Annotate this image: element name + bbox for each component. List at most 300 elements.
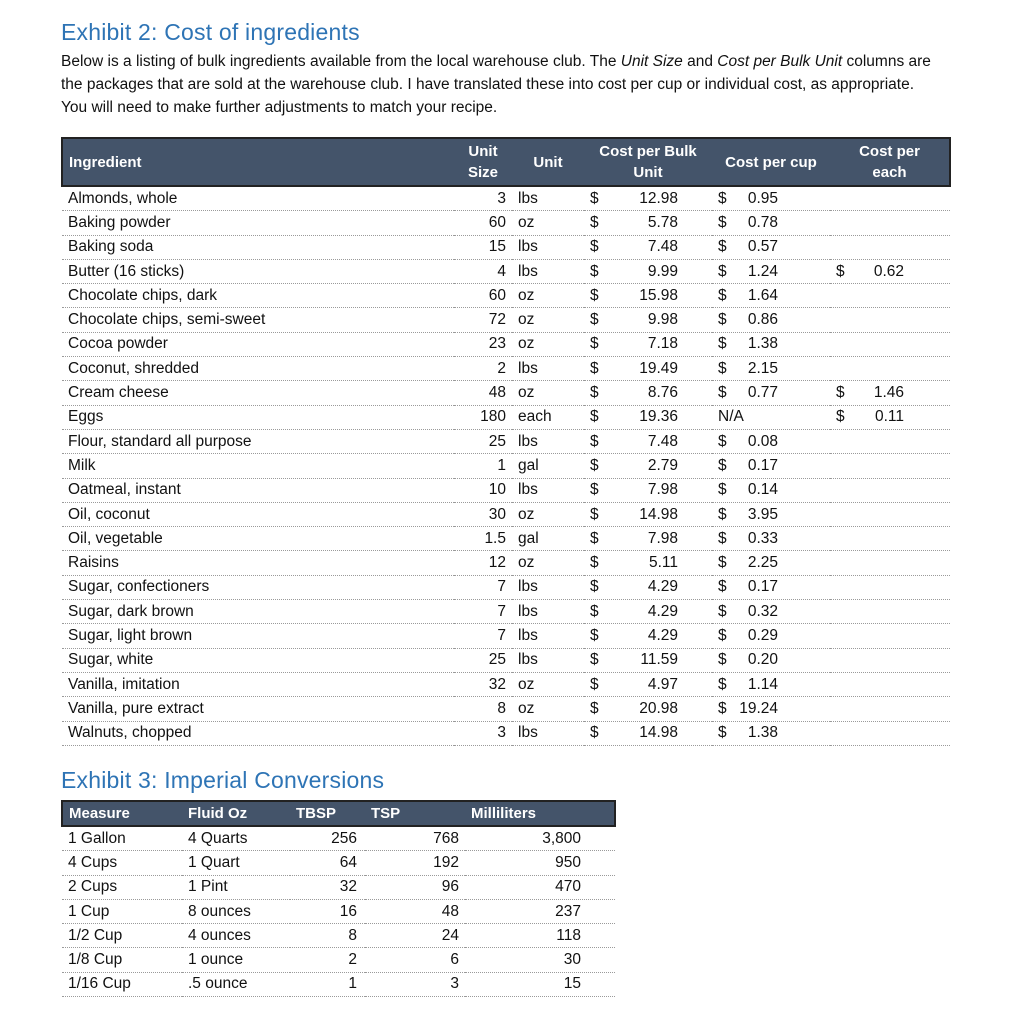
ingredient-name: Chocolate chips, semi-sweet: [62, 308, 454, 332]
cost-bulk-value: 7.48: [647, 432, 678, 450]
unit-size: 7: [454, 600, 512, 624]
cost-cup: [712, 405, 830, 429]
cost-cup: [712, 721, 830, 745]
cost-bulk-value: 9.98: [647, 311, 678, 329]
currency-sign: $: [590, 262, 599, 280]
ingredient-name: Vanilla, pure extract: [62, 697, 454, 721]
currency-sign: $: [718, 481, 727, 499]
unit-size: 7: [454, 575, 512, 599]
cost-bulk-value: 7.48: [647, 238, 678, 256]
cost-bulk-value: 7.98: [647, 481, 678, 499]
ingredients-header-row: [62, 138, 950, 186]
ingredient-name: Almonds, whole: [62, 186, 454, 211]
table-row: [62, 527, 950, 551]
exhibit2-intro: Below is a listing of bulk ingredients available from the local warehouse club. The Unit Size and Cost per Bulk Unit columns are the packages that are sold at the warehouse club. I have translated these into cost per cup or individual cost, as appropriate. You will need to make further adjustments to match your recipe.: [61, 53, 931, 116]
cost-each: [830, 405, 950, 429]
conversions-cell: 470: [465, 875, 615, 899]
unit-size: 1.5: [454, 527, 512, 551]
unit: each: [512, 405, 584, 429]
currency-sign: $: [718, 602, 727, 620]
cost-each: [830, 308, 950, 332]
currency-sign: $: [590, 675, 599, 693]
currency-sign: $: [836, 262, 845, 280]
cost-cup-value: 1.24: [747, 262, 778, 280]
ingredient-name: Baking powder: [62, 211, 454, 235]
currency-sign: $: [590, 651, 599, 669]
cost-cup-value: 0.95: [747, 189, 778, 207]
unit-size: 1: [454, 454, 512, 478]
unit-size: 180: [454, 405, 512, 429]
currency-sign: $: [718, 189, 727, 207]
cost-bulk-value: 4.29: [647, 602, 678, 620]
cost-bulk: [584, 575, 712, 599]
unit: gal: [512, 527, 584, 551]
unit-size: 60: [454, 211, 512, 235]
table-row: [62, 284, 950, 308]
conversions-cell: 64: [290, 851, 365, 875]
conversions-cell: 1 Gallon: [62, 826, 182, 851]
conversions-cell: 2: [290, 948, 365, 972]
table-row: [62, 972, 615, 996]
table-row: [62, 875, 615, 899]
unit-size: 25: [454, 429, 512, 453]
cost-cup-value: 0.86: [747, 311, 778, 329]
ingredient-name: Cocoa powder: [62, 332, 454, 356]
cost-bulk-value: 9.99: [647, 262, 678, 280]
cost-bulk-value: 19.49: [639, 359, 678, 377]
cost-bulk-value: 4.29: [647, 578, 678, 596]
unit-size: 3: [454, 186, 512, 211]
conversions-header-row: [62, 801, 615, 826]
cost-cup: [712, 527, 830, 551]
cost-bulk-value: 4.29: [647, 626, 678, 644]
unit-size: 48: [454, 381, 512, 405]
conversions-cell: 950: [465, 851, 615, 875]
cost-bulk: [584, 405, 712, 429]
cost-each: [830, 527, 950, 551]
currency-sign: $: [590, 238, 599, 256]
currency-sign: $: [590, 578, 599, 596]
conversions-header-cell: Milliliters: [471, 805, 537, 822]
currency-sign: $: [590, 481, 599, 499]
cost-bulk-value: 2.79: [647, 456, 678, 474]
currency-sign: $: [590, 699, 599, 717]
ingredient-name: Sugar, confectioners: [62, 575, 454, 599]
unit: lbs: [512, 186, 584, 211]
currency-sign: $: [718, 529, 727, 547]
table-row: [62, 332, 950, 356]
unit: oz: [512, 308, 584, 332]
currency-sign: $: [836, 408, 845, 426]
conversions-cell: 30: [465, 948, 615, 972]
currency-sign: $: [590, 505, 599, 523]
currency-sign: $: [718, 286, 727, 304]
table-row: [62, 948, 615, 972]
unit: oz: [512, 284, 584, 308]
cost-cup-value: 2.25: [747, 554, 778, 572]
cost-bulk: [584, 600, 712, 624]
ingredient-name: Eggs: [62, 405, 454, 429]
table-row: [62, 551, 950, 575]
table-row: [62, 211, 950, 235]
table-row: [62, 672, 950, 696]
conversions-cell: .5 ounce: [182, 972, 290, 996]
currency-sign: $: [718, 554, 727, 572]
cost-each: [830, 721, 950, 745]
cost-bulk: [584, 429, 712, 453]
ingredient-name: Oil, coconut: [62, 502, 454, 526]
table-row: [62, 381, 950, 405]
cost-bulk: [584, 332, 712, 356]
unit: lbs: [512, 575, 584, 599]
cost-cup-value: 0.14: [747, 481, 778, 499]
cost-each: [830, 575, 950, 599]
unit: oz: [512, 332, 584, 356]
cost-cup: [712, 672, 830, 696]
header-cost-cup: Cost per cup: [725, 153, 817, 171]
unit: oz: [512, 672, 584, 696]
ingredient-name: Milk: [62, 454, 454, 478]
cost-bulk: [584, 211, 712, 235]
conversions-cell: 237: [465, 899, 615, 923]
cost-cup: [712, 478, 830, 502]
conversions-cell: 8 ounces: [182, 899, 290, 923]
cost-each: [830, 600, 950, 624]
cost-cup-value: 3.95: [747, 505, 778, 523]
currency-sign: $: [718, 335, 727, 353]
table-row: [62, 648, 950, 672]
cost-cup-value: 0.33: [747, 529, 778, 547]
cost-each: [830, 697, 950, 721]
unit-size: 3: [454, 721, 512, 745]
cost-cup: [712, 502, 830, 526]
conversions-cell: 96: [365, 875, 465, 899]
cost-cup: [712, 332, 830, 356]
unit: lbs: [512, 429, 584, 453]
cost-each: [830, 502, 950, 526]
currency-sign: $: [718, 359, 727, 377]
cost-each: [830, 186, 950, 211]
conversions-cell: 256: [290, 826, 365, 851]
currency-sign: $: [590, 286, 599, 304]
currency-sign: $: [590, 432, 599, 450]
table-row: [62, 259, 950, 283]
cost-cup-value: 0.17: [747, 578, 778, 596]
unit: lbs: [512, 259, 584, 283]
unit: lbs: [512, 478, 584, 502]
cost-bulk: [584, 478, 712, 502]
conversions-cell: 1/2 Cup: [62, 924, 182, 948]
conversions-header-cell: TSP: [371, 805, 401, 822]
header-ingredient: Ingredient: [69, 153, 142, 171]
ingredient-name: Sugar, light brown: [62, 624, 454, 648]
conversions-cell: 1 Pint: [182, 875, 290, 899]
currency-sign: $: [590, 554, 599, 572]
unit: gal: [512, 454, 584, 478]
unit: lbs: [512, 357, 584, 381]
cost-cup-value: N/A: [718, 408, 744, 426]
cost-cup-value: 0.29: [747, 626, 778, 644]
cost-cup-value: 0.08: [747, 432, 778, 450]
header-unit-size: Unit Size: [467, 143, 498, 181]
conversions-cell: 3,800: [465, 826, 615, 851]
cost-cup: [712, 357, 830, 381]
exhibit2-title: Exhibit 2: Cost of ingredients: [61, 19, 360, 45]
unit: oz: [512, 697, 584, 721]
conversions-cell: 3: [365, 972, 465, 996]
currency-sign: $: [590, 384, 599, 402]
unit-size: 7: [454, 624, 512, 648]
unit-size: 2: [454, 357, 512, 381]
unit: lbs: [512, 600, 584, 624]
table-row: [62, 405, 950, 429]
cost-cup: [712, 259, 830, 283]
ingredient-name: Sugar, dark brown: [62, 600, 454, 624]
currency-sign: $: [718, 238, 727, 256]
cost-cup-value: 0.17: [747, 456, 778, 474]
unit: oz: [512, 502, 584, 526]
cost-each: [830, 284, 950, 308]
cost-cup: [712, 381, 830, 405]
cost-bulk: [584, 259, 712, 283]
ingredient-name: Chocolate chips, dark: [62, 284, 454, 308]
cost-bulk-value: 7.98: [647, 529, 678, 547]
cost-each: [830, 211, 950, 235]
cost-bulk: [584, 551, 712, 575]
conversions-cell: 4 Cups: [62, 851, 182, 875]
currency-sign: $: [590, 311, 599, 329]
cost-cup-value: 0.32: [747, 602, 778, 620]
cost-cup: [712, 600, 830, 624]
cost-bulk: [584, 284, 712, 308]
cost-cup: [712, 211, 830, 235]
unit: oz: [512, 551, 584, 575]
ingredient-name: Flour, standard all purpose: [62, 429, 454, 453]
conversions-cell: 1/8 Cup: [62, 948, 182, 972]
cost-cup-value: 1.14: [747, 675, 778, 693]
currency-sign: $: [590, 359, 599, 377]
ingredient-name: Oil, vegetable: [62, 527, 454, 551]
cost-each: [830, 429, 950, 453]
unit-size: 12: [454, 551, 512, 575]
currency-sign: $: [590, 626, 599, 644]
ingredient-name: Coconut, shredded: [62, 357, 454, 381]
table-row: [62, 429, 950, 453]
table-row: [62, 600, 950, 624]
currency-sign: $: [718, 699, 727, 717]
cost-bulk: [584, 697, 712, 721]
conversions-header-cell: TBSP: [296, 805, 337, 822]
cost-cup: [712, 551, 830, 575]
currency-sign: $: [590, 529, 599, 547]
table-row: [62, 721, 950, 745]
unit-size: 32: [454, 672, 512, 696]
unit-size: 60: [454, 284, 512, 308]
currency-sign: $: [718, 456, 727, 474]
ingredient-name: Sugar, white: [62, 648, 454, 672]
unit: lbs: [512, 721, 584, 745]
table-row: [62, 624, 950, 648]
unit-size: 25: [454, 648, 512, 672]
cost-cup-value: 0.77: [747, 384, 778, 402]
unit: lbs: [512, 624, 584, 648]
currency-sign: $: [718, 626, 727, 644]
conversions-cell: 32: [290, 875, 365, 899]
conversions-cell: 1 ounce: [182, 948, 290, 972]
cost-bulk: [584, 648, 712, 672]
currency-sign: $: [590, 408, 599, 426]
cost-cup: [712, 624, 830, 648]
conversions-cell: 8: [290, 924, 365, 948]
ingredient-name: Cream cheese: [62, 381, 454, 405]
currency-sign: $: [718, 432, 727, 450]
unit-size: 4: [454, 259, 512, 283]
conversions-cell: 1/16 Cup: [62, 972, 182, 996]
cost-cup-value: 2.15: [747, 359, 778, 377]
cost-cup: [712, 454, 830, 478]
currency-sign: $: [590, 602, 599, 620]
currency-sign: $: [718, 651, 727, 669]
cost-bulk-value: 4.97: [647, 675, 678, 693]
currency-sign: $: [718, 724, 727, 742]
conversions-cell: 1 Cup: [62, 899, 182, 923]
table-row: [62, 899, 615, 923]
conversions-cell: 4 ounces: [182, 924, 290, 948]
exhibit3-title: Exhibit 3: Imperial Conversions: [61, 767, 385, 793]
conversions-cell: 6: [365, 948, 465, 972]
table-row: [62, 502, 950, 526]
cost-bulk: [584, 672, 712, 696]
cost-each: [830, 551, 950, 575]
conversions-cell: 24: [365, 924, 465, 948]
table-row: [62, 357, 950, 381]
table-row: [62, 575, 950, 599]
conversions-cell: 192: [365, 851, 465, 875]
header-unit: Unit: [533, 153, 563, 171]
unit-size: 30: [454, 502, 512, 526]
cost-bulk: [584, 624, 712, 648]
conversions-cell: 1: [290, 972, 365, 996]
table-row: [62, 826, 615, 851]
header-cost-each: Cost per each: [859, 143, 920, 181]
cost-bulk: [584, 527, 712, 551]
cost-bulk-value: 12.98: [639, 189, 678, 207]
cost-cup-value: 0.57: [747, 238, 778, 256]
header-cost-bulk: Cost per Bulk Unit: [599, 143, 697, 181]
cost-cup-value: 1.38: [747, 724, 778, 742]
cost-cup: [712, 648, 830, 672]
cost-bulk-value: 15.98: [639, 286, 678, 304]
currency-sign: $: [718, 262, 727, 280]
conversions-header-cell: Measure: [69, 805, 130, 822]
currency-sign: $: [718, 505, 727, 523]
cost-bulk: [584, 186, 712, 211]
cost-bulk-value: 20.98: [639, 699, 678, 717]
cost-bulk: [584, 381, 712, 405]
cost-each-value: 0.11: [874, 408, 904, 426]
conversions-table: [61, 800, 616, 997]
unit-size: 8: [454, 697, 512, 721]
cost-bulk: [584, 502, 712, 526]
cost-cup: [712, 308, 830, 332]
cost-bulk: [584, 454, 712, 478]
cost-each: [830, 357, 950, 381]
ingredients-table: [61, 137, 951, 746]
conversions-header-cell: Fluid Oz: [188, 805, 248, 822]
ingredient-name: Baking soda: [62, 235, 454, 259]
ingredient-name: Raisins: [62, 551, 454, 575]
unit-size: 72: [454, 308, 512, 332]
cost-each: [830, 672, 950, 696]
table-row: [62, 697, 950, 721]
ingredient-name: Oatmeal, instant: [62, 478, 454, 502]
unit: oz: [512, 381, 584, 405]
cost-bulk-value: 14.98: [639, 505, 678, 523]
cost-cup-value: 1.38: [747, 335, 778, 353]
currency-sign: $: [718, 213, 727, 231]
cost-each: [830, 381, 950, 405]
cost-each: [830, 235, 950, 259]
cost-bulk-value: 11.59: [640, 651, 678, 669]
currency-sign: $: [836, 384, 845, 402]
currency-sign: $: [590, 456, 599, 474]
cost-bulk-value: 8.76: [647, 384, 678, 402]
cost-each: [830, 332, 950, 356]
table-row: [62, 924, 615, 948]
cost-bulk-value: 19.36: [639, 408, 678, 426]
cost-cup: [712, 429, 830, 453]
cost-bulk: [584, 308, 712, 332]
conversions-cell: 4 Quarts: [182, 826, 290, 851]
cost-bulk: [584, 721, 712, 745]
conversions-cell: 768: [365, 826, 465, 851]
cost-cup: [712, 575, 830, 599]
cost-bulk-value: 5.11: [648, 554, 678, 572]
ingredient-name: Walnuts, chopped: [62, 721, 454, 745]
unit: lbs: [512, 648, 584, 672]
conversions-cell: 1 Quart: [182, 851, 290, 875]
cost-cup: [712, 186, 830, 211]
unit-size: 10: [454, 478, 512, 502]
unit: lbs: [512, 235, 584, 259]
unit-size: 23: [454, 332, 512, 356]
table-row: [62, 308, 950, 332]
cost-each: [830, 259, 950, 283]
table-row: [62, 186, 950, 211]
cost-cup-value: 0.78: [747, 213, 778, 231]
table-row: [62, 851, 615, 875]
cost-each: [830, 454, 950, 478]
unit: oz: [512, 211, 584, 235]
unit-size: 15: [454, 235, 512, 259]
cost-bulk: [584, 235, 712, 259]
cost-bulk-value: 5.78: [647, 213, 678, 231]
cost-each: [830, 624, 950, 648]
currency-sign: $: [718, 578, 727, 596]
currency-sign: $: [590, 335, 599, 353]
currency-sign: $: [590, 724, 599, 742]
cost-cup-value: 1.64: [747, 286, 778, 304]
currency-sign: $: [590, 189, 599, 207]
conversions-cell: 118: [465, 924, 615, 948]
cost-cup-value: 0.20: [747, 651, 778, 669]
cost-cup: [712, 235, 830, 259]
cost-each-value: 0.62: [873, 262, 904, 280]
ingredient-name: Butter (16 sticks): [62, 259, 454, 283]
currency-sign: $: [718, 384, 727, 402]
cost-cup-value: 19.24: [739, 699, 778, 717]
cost-each: [830, 478, 950, 502]
